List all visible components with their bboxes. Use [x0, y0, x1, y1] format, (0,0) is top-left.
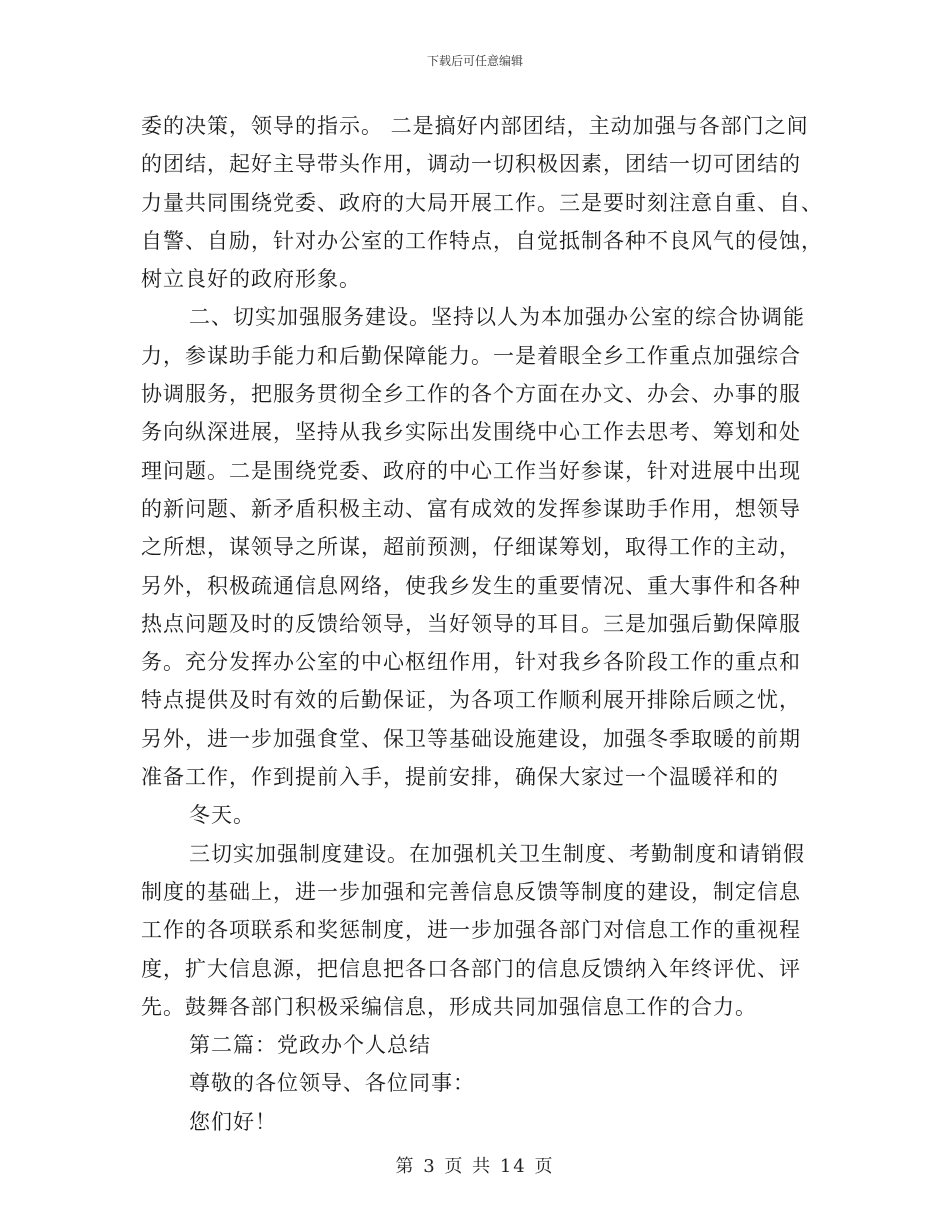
text-line: 委的决策，领导的指示。 二是搞好内部团结，主动加强与各部门之间	[141, 114, 809, 138]
text-line: 协调服务，把服务贯彻全乡工作的各个方面在办文、办会、办事的服	[141, 382, 801, 407]
text-line: 制度的基础上，进一步加强和完善信息反馈等制度的建设，制定信息	[141, 879, 801, 904]
text-line: 理问题。二是围绕党委、政府的中心工作当好参谋，针对进展中出现	[141, 458, 801, 483]
section-heading-line: 二、切实加强服务建设。坚持以人为本加强办公室的综合协调能	[189, 305, 805, 330]
text-line: 热点问题及时的反馈给领导，当好领导的耳目。三是加强后勤保障服	[141, 611, 801, 636]
text-line: 另外，进一步加强食堂、保卫等基础设施建设，加强冬季取暖的前期	[141, 726, 801, 751]
text-line: 另外，积极疏通信息网络，使我乡发生的重要情况、重大事件和各种	[141, 573, 801, 598]
text-line: 树立良好的政府形象。	[141, 267, 361, 292]
text-line: 度，扩大信息源，把信息把各口各部门的信息反馈纳入年终评优、评	[141, 956, 801, 981]
text-line: 的新问题、新矛盾积极主动、富有成效的发挥参谋助手作用，想领导	[141, 496, 801, 521]
text-line: 的团结，起好主导带头作用，调动一切积极因素，团结一切可团结的	[141, 152, 801, 177]
text-line: 务向纵深进展，坚持从我乡实际出发围绕中心工作去思考、筹划和处	[141, 420, 801, 445]
text-line: 工作的各项联系和奖惩制度，进一步加强各部门对信息工作的重视程	[141, 918, 801, 943]
text-line: 务。充分发挥办公室的中心枢纽作用，针对我乡各阶段工作的重点和	[141, 650, 801, 675]
page-header: 下载后可任意编辑	[426, 54, 523, 68]
text-line: 特点提供及时有效的后勤保证，为各项工作顺利展开排除后顾之忧，	[141, 688, 801, 713]
page-number-footer: 第 3 页 共 14 页	[395, 1156, 555, 1177]
text-line: 力，参谋助手能力和后勤保障能力。一是着眼全乡工作重点加强综合	[141, 343, 801, 368]
text-line: 先。鼓舞各部门积极采编信息，形成共同加强信息工作的合力。	[141, 994, 757, 1019]
text-line: 力量共同围绕党委、政府的大局开展工作。三是要时刻注意自重、自、	[141, 190, 823, 215]
section-heading-line: 三切实加强制度建设。在加强机关卫生制度、考勤制度和请销假	[189, 841, 805, 866]
salutation: 尊敬的各位领导、各位同事：	[189, 1071, 475, 1096]
document-body	[141, 107, 823, 1141]
greeting: 您们好！	[189, 1109, 277, 1134]
text-line: 自警、自励，针对办公室的工作特点，自觉抵制各种不良风气的侵蚀，	[141, 228, 823, 253]
text-line: 冬天。	[189, 803, 255, 828]
text-line: 之所想，谋领导之所谋，超前预测，仔细谋筹划，取得工作的主动，	[141, 535, 801, 560]
chapter-title: 第二篇：党政办个人总结	[189, 1033, 431, 1058]
text-line: 准备工作，作到提前入手，提前安排，确保大家过一个温暖祥和的	[141, 765, 779, 790]
